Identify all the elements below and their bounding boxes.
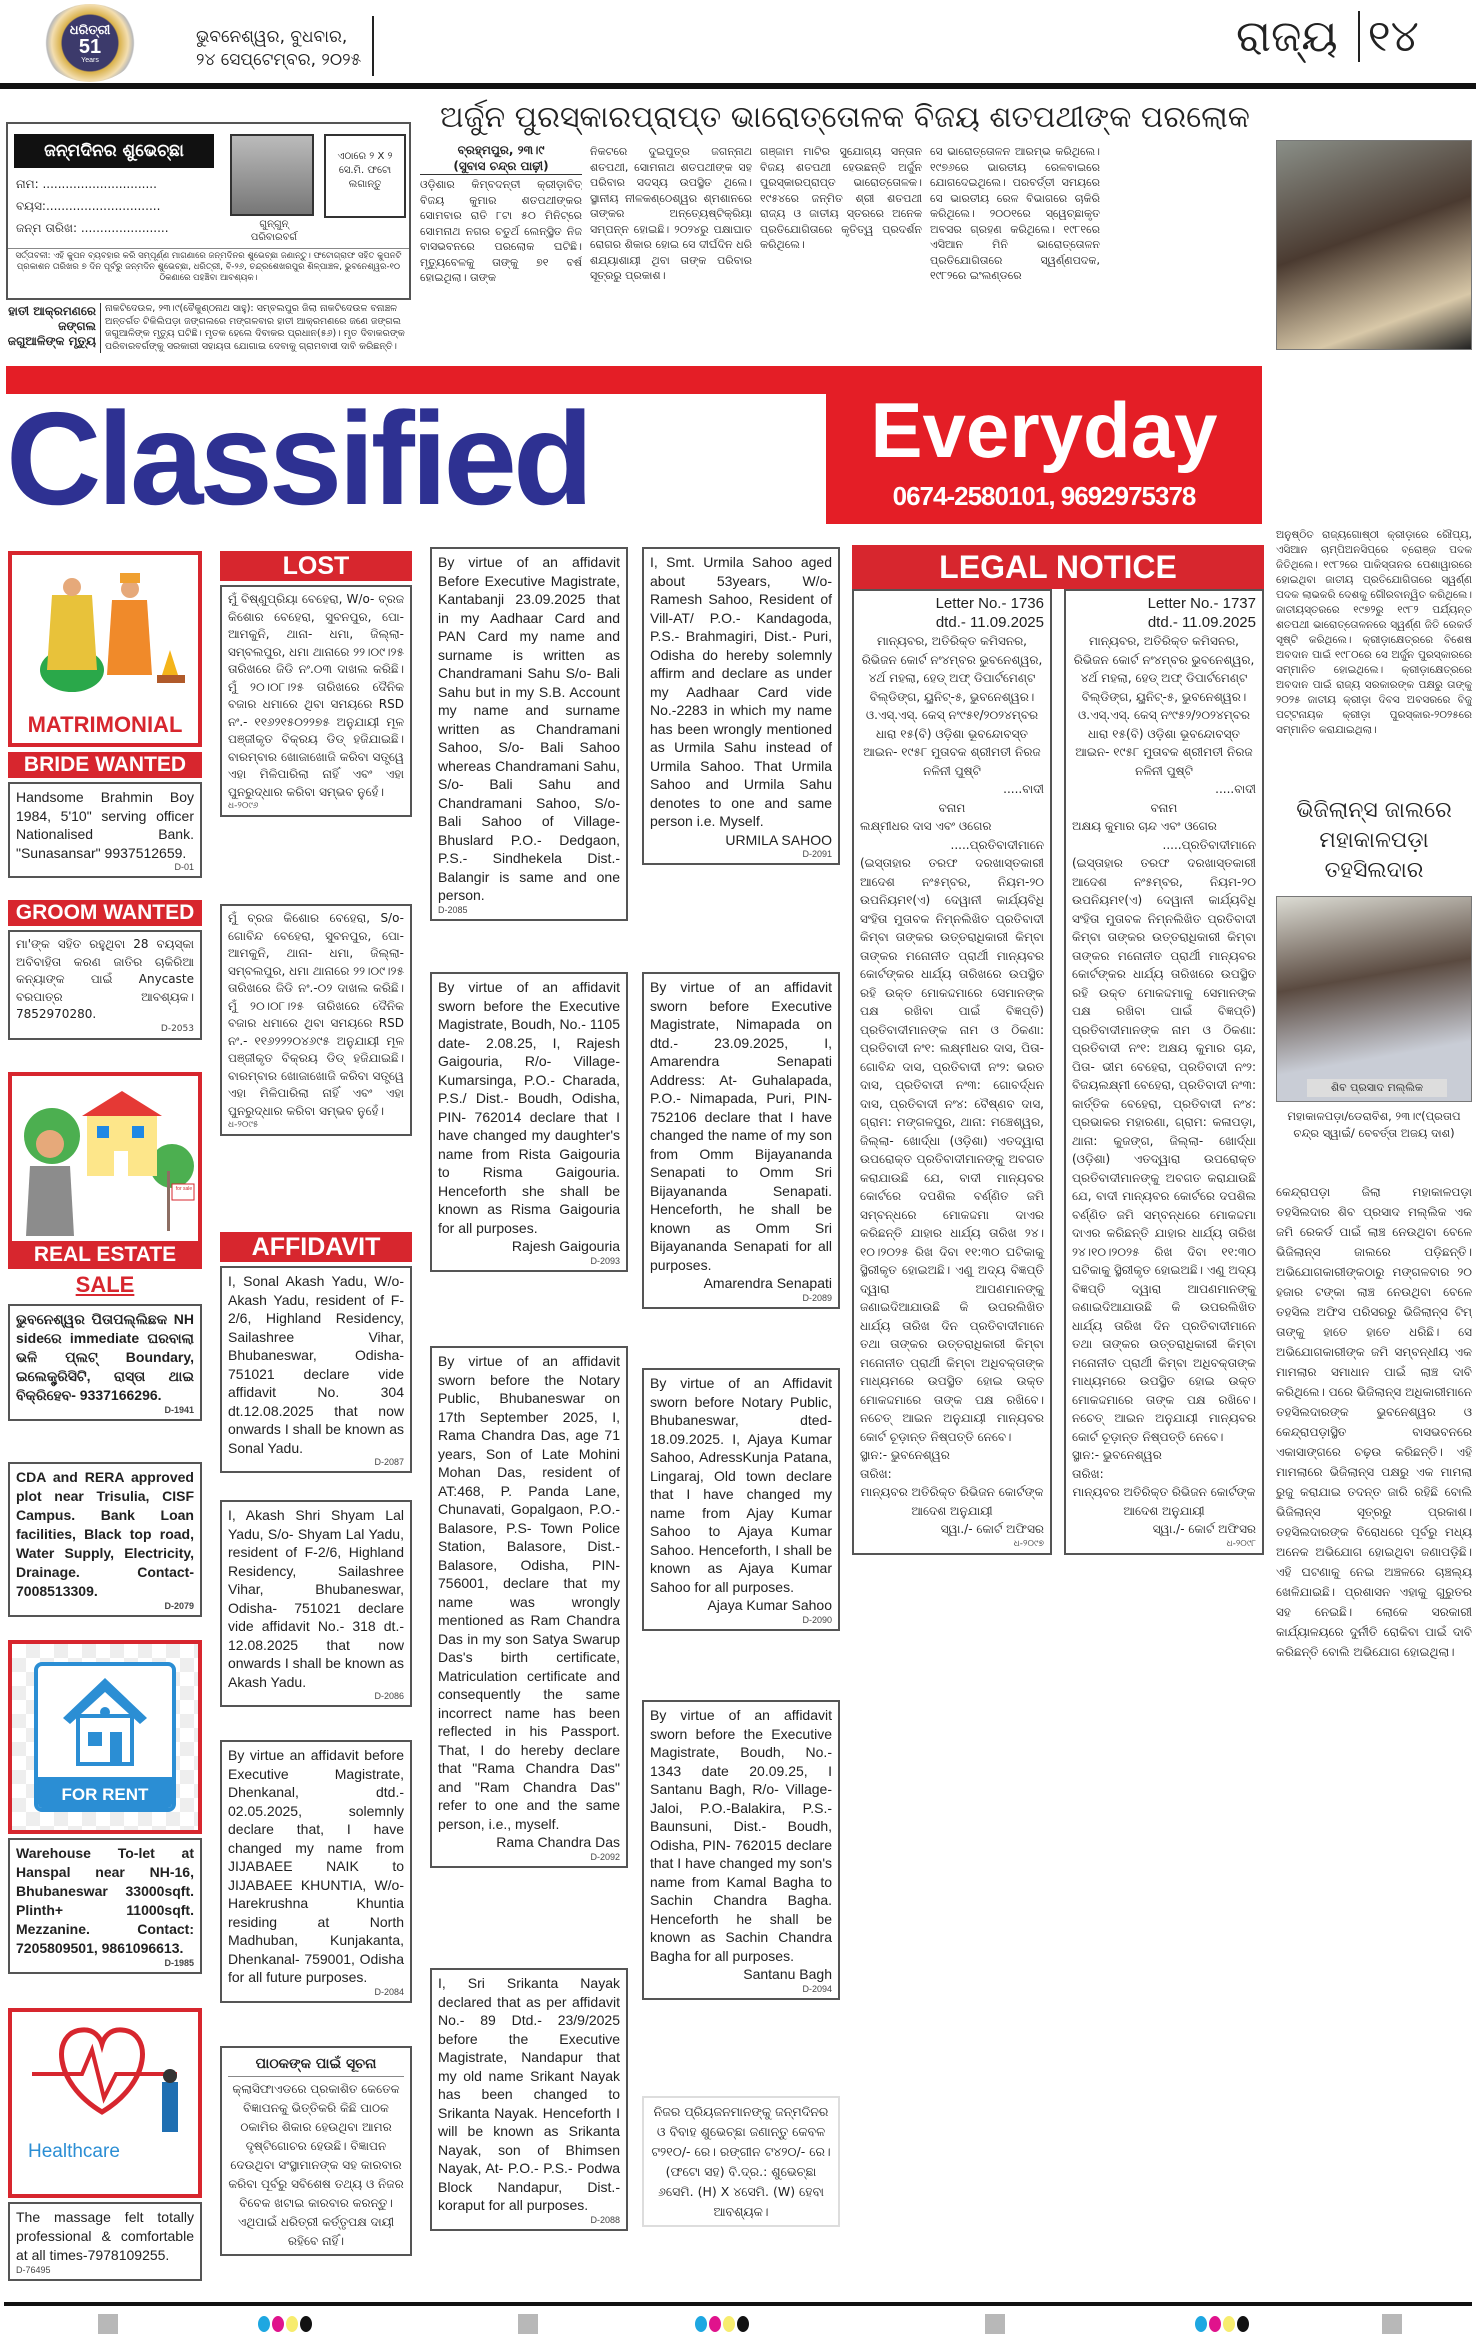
affidavit-ad-3 bbox=[220, 1740, 412, 2003]
story-col-5: ଅନୁଷ୍ଠିତ ରାଜ୍ୟଗୋଷ୍ଠୀ କ୍ରୀଡ଼ାରେ ରୌପ୍ୟ, ଏସିଆନ ଚାମ୍ପିଅନସିପ୍‌ରେ ବ୍ରୋଞ୍ଜ ପଦକ ଜିତିଥିଲେ। ୧୯୮୨ରେ ପାକିସ୍ତାନର ପେଶାୱାରରେ ହୋଇଥିବା ଜାତୀୟ ପ୍ରତିଯୋଗିତାରେ ସ୍ୱର୍ଣ୍ଣ ପଦକ ଲାଭକରି ଦେଶକୁ ଗୌରବାନ୍ୱିତ କରିଥିଲେ। ଜାତୀୟସ୍ତରରେ ୧୯୭୨ରୁ ୧୯୮୨ ପର୍ଯ୍ୟନ୍ତ ଶତପଥୀ ଭାରୋତ୍ତୋଳନରେ ସ୍ୱର୍ଣ୍ଣ ଜିତି ରେକର୍ଡ ସୃଷ୍ଟି କରିଥିଲେ। କ୍ରୀଡ଼ାକ୍ଷେତ୍ରରେ ବିଶେଷ ଅବଦାନ ପାଇଁ ୧୯୮୦ରେ ସେ ଅର୍ଜୁନ ପୁରସ୍କାରରେ ସମ୍ମାନିତ ହୋଇଥିଲେ। କ୍ରୀଡ଼ାକ୍ଷେତ୍ରରେ ଅବଦାନ ପାଇଁ ରାଜ୍ୟ ସରକାରଙ୍କ ପକ୍ଷରୁ ତାଙ୍କୁ ୨୦୨୫ ଜାତୀୟ କ୍ରୀଡ଼ା ଦିବସ ଅବସରରେ ବିଜୁ ପଟ୍ଟନାୟକ କ୍ରୀଡ଼ା ପୁରସ୍କାର-୨୦୨୫ରେ ସମ୍ମାନିତ କରାଯାଇଥିଲା। bbox=[1276, 529, 1472, 736]
ad-code: ଧ-୨୦୯୭ bbox=[1013, 1538, 1044, 1549]
matrimonial-ad bbox=[8, 551, 202, 747]
lost-header: LOST bbox=[220, 551, 412, 581]
affidavit-ad-santanu bbox=[642, 1700, 840, 2000]
ad-code: ଧ-୨୦୯୫ bbox=[228, 1120, 259, 1130]
ad-code: D-2084 bbox=[374, 1986, 404, 1997]
ad-text: ମୁଁ ବିଷ୍ଣୁପ୍ରିୟା ବେହେରା, W/o- ବ୍ରଜ କିଶୋର ବେହେରା, ସୁବନପୁର, ପୋ- ଆମକୁନି, ଥାନା- ଧମା, ଜିଲ୍ଲା- ସମ୍ବଲପୁର, ଧମା ଥାନାରେ ୨୨।୦୯।୨୫ ତାରିଖରେ ଜିଡି ନଂ.୦୩ ଦାଖଲ କରିଛି। ମୁଁ ୨୦।୦୮।୨୫ ତାରିଖରେ ଦୈନିକ ବଜାର ଧମାରେ ଥିବା ସମୟରେ RSD ନଂ.- ୧୧୬୨୧୫୦୨୨୭୫ ଅନୁଯାୟୀ ମୂଳ ପଞ୍ଜୀକୃତ ବିକ୍ରୟ ଡିଡ୍ ହଜିଯାଇଛି। ବାରମ୍ବାର ଖୋଜାଖୋଜି କରିବା ସତ୍ତ୍ୱେ ଏହା ମିଳିପାରିଲା ନାହିଁ ଏବଂ ଏହା ପୁନରୁଦ୍ଧାର କରିବା ସମ୍ଭବ ନୁହେଁ। bbox=[228, 592, 404, 799]
notice-order: ମାନ୍ୟବର ଅତିରିକ୍ତ ରିଭିଜନ କୋର୍ଟଙ୍କ ଆଦେଶ ଅନୁଯାୟୀ bbox=[860, 1485, 1044, 1518]
letter-date: dtd.- 11.09.2025 bbox=[935, 613, 1044, 631]
registration-mark bbox=[1382, 2314, 1402, 2334]
caption-family: ପରିବାରବର୍ଗ bbox=[250, 232, 298, 243]
ad-code: D-2053 bbox=[160, 1023, 194, 1034]
banner-everyday bbox=[826, 384, 1262, 524]
for-rent-label: FOR RENT bbox=[38, 1777, 172, 1812]
lost-ad-1 bbox=[220, 585, 412, 817]
coupon-terms: ସର୍ତ୍ତାବଳୀ: ଏହି କୁପନ ବ୍ୟବହାର କରି ସମ୍ପୂର୍ଣ୍ଣ ମାଗଣାରେ ଜନ୍ମଦିନର ଶୁଭେଚ୍ଛା ଜଣାନ୍ତୁ। ଫଟୋଗ୍ରାଫ ସହିତ କୁପନଟି ପ୍ରକାଶନ ତାରିଖର ୭ ଦିନ ପୂର୍ବରୁ ଜନ୍ମଦିନ ଶୁଭେଚ୍ଛା, ଧରିତ୍ରୀ, ବି-୨୬, ଚନ୍ଦ୍ରଶେଖରପୁର ଶିଳ୍ପାଞ୍ଚଳ, ଭୁବନେଶ୍ୱର-୧୦ ଠିକଣାରେ ପହଞ୍ଚିବା ଆବଶ୍ୟକ। bbox=[8, 248, 409, 286]
logo-years-label: Years bbox=[81, 56, 99, 64]
ad-text: I, Smt. Urmila Sahoo aged about 53years, W/o- Ramesh Sahoo, Resident of Vill-AT/ P.O.- Kandagoda, P.S.- Brahmagiri, Dist.- Puri, Odisha do hereby solemnly affirm and declare as under my Aadhaar Card vide No.-2283 in which my name has been wrongly mentioned as Urmila Sahu instead of Urmila Sahoo. That Urmila Sahoo and Urmila Sahu denotes to one and same person i.e. Myself. bbox=[650, 554, 832, 829]
ad-code: D-2079 bbox=[164, 1601, 194, 1611]
ad-code: D-1985 bbox=[164, 1958, 194, 1968]
for-rent-sign bbox=[34, 1662, 176, 1812]
banner-phones: 0674-2580101, 9692975378 bbox=[892, 481, 1196, 511]
dateline bbox=[196, 26, 361, 72]
registration-mark bbox=[518, 2314, 538, 2334]
notice-signature: ସ୍ୱା./- କୋର୍ଟ ଅଫିସର bbox=[1152, 1522, 1256, 1536]
sale-label: SALE bbox=[75, 1272, 135, 1297]
ad-text: By virtue of an affidavit sworn before the Executive Magistrate, Boudh, No.- 1105 date- 2.08.25, I, Rajesh Gaigouria, R/o- Village- Kumarsinga, P.O.- Charada, P.S./ Dist.- Boudh, Odisha, PIN- 762014 declare that I have changed my daughter's name from Rista Gaigouria to Risma Gaigouria. Henceforth she shall be known as Risma Gaigouria for all purposes. bbox=[438, 979, 620, 1236]
affidavit-ad-urmila bbox=[642, 547, 840, 865]
real-estate-ad-1 bbox=[8, 1304, 202, 1421]
ad-text: ମା'ଙ୍କ ସହିତ ରହୁଥିବା 28 ବୟସ୍କା ଅବିବାହିତା କରଣ ଜାତିର ଚାକିରିଆ କନ୍ୟାଙ୍କ ପାଇଁ Anycaste ବରପାତ୍ର ଆବଶ୍ୟକ। 7852970280. bbox=[16, 937, 194, 1021]
notice-body: (ଇସ୍ତାହାର ତରଫ ଦରଖାସ୍ତକାରୀ ଆଦେଶ ନଂ୫ମ୍ବର, ନିୟମ-୨୦ ଉପନିୟମ୧(ଏ) ଦେୱାନୀ କାର୍ଯ୍ୟବିଧି ସଂହିତା ମୁତାବକ ନିମ୍ନଲିଖିତ ପ୍ରତିବାଦୀ କିମ୍ବା ତାଙ୍କର ଉତ୍ତରାଧିକାରୀ କିମ୍ବା ତାଙ୍କର ମନୋନୀତ ପ୍ରାର୍ଥୀ ମାନ୍ୟବର କୋର୍ଟଙ୍କର ଧାର୍ଯ୍ୟ ତାରିଖରେ ଉପସ୍ଥିତ ରହି ଉକ୍ତ ମୋକଦ୍ଦମାକୁ ସେମାନଙ୍କ ପକ୍ଷ ରଖିବା ପାଇଁ ବିଜ୍ଞପ୍ତି) ପ୍ରତିବାଦୀମାନଙ୍କ ନାମ ଓ ଠିକଣା: ପ୍ରତିବାଦୀ ନଂ୧: ଅକ୍ଷୟ କୁମାର ଚାନ୍ଦ, ପିତା- ଭୀମ ବେହେରା, ପ୍ରତିବାଦୀ ନଂ୨: ବିଜୟଲକ୍ଷ୍ମୀ ବେହେରା, ପ୍ରତିବାଦୀ ନଂ୩: କାର୍ତ୍ତିକ ବେହେରା, ପ୍ରତିବାଦୀ ନଂ୪: ପ୍ରଭାକର ମହାରଣା, ଗ୍ରାମ: କଳାପଡ଼ା, ଥାନା: କୁଜଙ୍ଗ, ଜିଲ୍ଲା- ଖୋର୍ଦ୍ଧା (ଓଡ଼ିଶା) ଏତଦ୍ୱାରା ଉପରୋକ୍ତ ପ୍ରତିବାଦୀମାନଙ୍କୁ ଅବଗତ କରାଯାଉଛି ଯେ, ବାଦୀ ମାନ୍ୟବର କୋର୍ଟରେ ଦପଶିଲ ବର୍ଣ୍ଣିତ ଜମି ସମ୍ବନ୍ଧରେ ମୋକଦ୍ଦମା ଦାଏର କରିଛନ୍ତି ଯାହାର ଧାର୍ଯ୍ୟ ତାରିଖ ୨୪।୧୦।୨୦୨୫ ରିଖ ଦିବା ୧୧:୩୦ ଘଟିକାକୁ ସ୍ଥିରୀକୃତ ହୋଇଅଛି। ଏଣୁ ଅଦ୍ୟ ବିଜ୍ଞପ୍ତି ଦ୍ୱାରା ଆପଣମାନଙ୍କୁ ଜଣାଇଦିଆଯାଉଛି କି ଉପରଲିଖିତ ଧାର୍ଯ୍ୟ ତାରିଖ ଦିନ ପ୍ରତିବାଦୀମାନେ ତଥା ତାଙ୍କର ଉତ୍ତରାଧିକାରୀ କିମ୍ବା ମନୋନୀତ ପ୍ରାର୍ଥୀ କିମ୍ବା ଅଧିବକ୍ତାଙ୍କ ମାଧ୍ୟମରେ ଉପସ୍ଥିତ ହୋଇ ଉକ୍ତ ମୋକଦ୍ଦମାରେ ତାଙ୍କ ପକ୍ଷ ରଖିବେ। ନଚେତ୍ ଆଇନ ଅନୁଯାୟୀ ମାନ୍ୟବର କୋର୍ଟ ଚୂଡ଼ାନ୍ତ ନିଷ୍ପତ୍ତି ନେବେ। bbox=[1072, 856, 1256, 1444]
ad-signature: Santanu Bagh bbox=[743, 1966, 832, 1982]
cmyk-registration bbox=[1195, 2316, 1249, 2332]
affidavit-ad-rama bbox=[430, 1346, 628, 1868]
greetings-promo: ନିଜର ପ୍ରିୟଜନମାନଙ୍କୁ ଜନ୍ମଦିନର ଓ ବିବାହ ଶୁଭେଚ୍ଛା ଜଣାନ୍ତୁ କେବଳ ଟ୨୧୦/- ରେ। ରଙ୍ଗୀନ ଟ୪୨୦/- ରେ। (ଫଟୋ ସହ) ବି.ଦ୍ର.: ଶୁଭେଚ୍ଛା ୬ସେମି. (H) X ୪ସେମି. (W) ହେବା ଆବଶ୍ୟକ। bbox=[642, 2096, 840, 2227]
ad-text: By virtue an affidavit before Executive Magistrate, Dhenkanal, dtd.- 02.05.2025, solemnly declare that, I have changed my name from JIJABAEE NAIK to JIJABAEE KHUNTIA, W/o- Harekrushna Khuntia residing at North Madhuban, Kunjakanta, Dhenkanal- 759001, Odisha for all future purposes. bbox=[228, 1747, 404, 1985]
photo-placeholder: ଏଠାରେ ୨ X ୨ ସେ.ମି. ଫଟୋ ଲଗାନ୍ତୁ bbox=[324, 134, 406, 218]
notice-place: ସ୍ଥାନ:- ଭୁବନେଶ୍ୱର bbox=[1072, 1448, 1162, 1462]
bride-wanted-header: BRIDE WANTED bbox=[8, 752, 202, 778]
ad-text: I, Sri Srikanta Nayak declared that as per affidavit No.- 89 Dtd.- 23/9/2025 before the Executive Magistrate, Nandapur that my old name Srikant Nayak has been changed to Srikanta Nayak. Henceforth I will be known as Srikanta Nayak, son of Bhimsen Nayak, At- P.O.- P.S.- Podwa Block Nandapur, Dist.- koraput for all purposes. bbox=[438, 1975, 620, 2213]
page-number: ୧୪ bbox=[1358, 11, 1419, 62]
notice-signature: ସ୍ୱା./- କୋର୍ଟ ଅଫିସର bbox=[940, 1522, 1044, 1536]
ad-code: D-2089 bbox=[802, 1292, 832, 1303]
registration-mark bbox=[98, 2314, 118, 2334]
real-estate-ad bbox=[8, 1072, 202, 1268]
notice-order: ମାନ୍ୟବର ଅତିରିକ୍ତ ରିଭିଜନ କୋର୍ଟଙ୍କ ଆଦେଶ ଅନୁଯାୟୀ bbox=[1072, 1485, 1256, 1518]
house-icon bbox=[38, 1666, 172, 1772]
groom-wanted-header: GROOM WANTED bbox=[8, 900, 202, 926]
ad-code: ଧ-୨୦୯୮ bbox=[1226, 1538, 1256, 1549]
banner-classified: Classified bbox=[6, 394, 590, 524]
versus-label: ବନାମ bbox=[938, 800, 966, 815]
byline-author: (ସୁବାସ ଚନ୍ଦ୍ର ପାଢ଼ୀ) bbox=[420, 158, 582, 175]
court-address: ମାନ୍ୟବର, ଅତିରିକ୍ତ କମିସନର, ରିଭିଜନ କୋର୍ଟ ନଂ୪ମ୍ବର ଭୁବନେଶ୍ୱର, ୪ର୍ଥ ମହଲା, ହେଡ୍ ଅଫ୍ ଡିପାର୍ଟମେଣ୍ଟ ବିଲ୍ଡିଙ୍ଗ, ୟୁନିଟ୍-୫, ଭୁବନେଶ୍ୱର। ଓ.ଏସ୍.ଏସ୍. କେସ୍ ନଂ୯୫୨/୨୦୨୪ମ୍ବର ଧାରା ୧୫(ବି) ଓଡ଼ିଶା ଭୂବନ୍ଦୋବସ୍ତ ଆଇନ- ୧୯୫୮ ମୁତାବକ ଶ୍ରୀମତୀ ନିରଜ ନଳିନୀ ପୁଷ୍ଟି bbox=[1073, 634, 1255, 778]
ad-code: D-2093 bbox=[590, 1255, 620, 1266]
defendants-label: .....ପ୍ରତିବାଦୀମାନେ bbox=[950, 837, 1044, 852]
ad-code: D-01 bbox=[174, 862, 194, 872]
brief-body: ନାକଟିଦେଉଳ, ୨୩।୯(ବୈକୁଣ୍ଠନାଥ ସାହୁ): ସମ୍ବଲପୁର ଜିଲା ନାକଟିଦେଉଳ ବନାଞ୍ଚଳ ଅନ୍ତର୍ଗତ ଟିକିଲିପଡ଼ା ଜଙ୍ଗଲରେ ମଙ୍ଗଳବାର ହାତୀ ଆକ୍ରମଣରେ ଜଣେ ଜଙ୍ଗଲ ଜଗୁଆଳିଙ୍କ ମୃତ୍ୟୁ ଘଟିଛି। ମୃତକ ହେଲେ ଦିବାକର ପ୍ରଧାନ(୫୬)। ମୃତ ଦିବାକରଙ୍କ ପରିବାରବର୍ଗଙ୍କୁ ସରକାରୀ ସହାୟତା ଯୋଗାଇ ଦେବାକୁ ଗ୍ରାମବାସୀ ଦାବି କରିଛନ୍ତି। bbox=[100, 303, 413, 353]
ad-text: The massage felt totally professional & comfortable at all times-7978109255. bbox=[16, 2209, 194, 2263]
reader-notice-title: ପାଠକଙ୍କ ପାଇଁ ସୂଚନା bbox=[228, 2052, 404, 2077]
legal-notice-2 bbox=[1064, 589, 1264, 1555]
footer-rule bbox=[4, 2302, 1472, 2306]
coupon-title: ଜନ୍ମଦିନର ଶୁଭେଚ୍ଛା bbox=[14, 134, 214, 168]
bride-wanted-ad bbox=[8, 782, 202, 878]
ad-code: D-1941 bbox=[164, 1405, 194, 1415]
registration-mark bbox=[985, 2314, 1005, 2334]
lost-ad-2 bbox=[220, 904, 412, 1136]
notice-place: ସ୍ଥାନ:- ଭୁବନେଶ୍ୱର bbox=[860, 1448, 950, 1462]
reader-notice bbox=[220, 2046, 412, 2256]
affidavit-ad-amarendra bbox=[642, 972, 840, 1309]
defendant-name: ଲକ୍ଷ୍ମୀଧର ଦାସ ଏବଂ ଓଗେର bbox=[860, 819, 992, 833]
house-for-sale-icon bbox=[12, 1076, 198, 1236]
healthcare-ad bbox=[8, 2008, 202, 2198]
cmyk-registration bbox=[258, 2316, 312, 2332]
age-field: ବୟସ:.............................. bbox=[16, 199, 161, 213]
defendant-name: ଅକ୍ଷୟ କୁମାର ଚାନ୍ଦ ଏବଂ ଓଗେର bbox=[1072, 819, 1217, 833]
child-photo bbox=[230, 134, 314, 216]
notice-date: ତାରିଖ: bbox=[860, 1466, 892, 1481]
ad-text: By virtue of an affidavit Before Executive Magistrate, Kantabanji 23.09.2025 that in my Aadhaar Card and PAN Card my name and surname is written as Chandramani Sahu S/o- Bali Sahu but in my S.B. Account my name and surname written as Chandramani Sahoo, S/o- Bali Sahoo whereas Chandramani Sahu, S/o- Bali Sahu and Chandramani Sahoo, S/o- Bali Sahoo of Village-Bhuslard P.O.- Dedgaon, P.S.- Sindhekela Dist.-Balangir is same and one person. bbox=[438, 554, 620, 903]
legal-notice-header: LEGAL NOTICE bbox=[852, 545, 1264, 589]
letter-date: dtd.- 11.09.2025 bbox=[1147, 613, 1256, 631]
affidavit-ad-1 bbox=[220, 1266, 412, 1473]
sign-text: for sale bbox=[175, 1186, 193, 1192]
ad-code: ଧ-୨୦୯୬ bbox=[228, 801, 259, 811]
ad-text: By virtue of an Affidavit sworn before Notary Public, Bhubaneswar, dted- 18.09.2025. I, Ajaya Kumar Sahoo, AdressKunja Patana, Lingaraj, Old town declare that I have changed my name from Ajay Kumar Sahoo to Ajaya Kumar Sahoo. Henceforth, I shall be known as Ajaya Kumar Sahoo for all purposes. bbox=[650, 1375, 832, 1595]
dob-field: ଜନ୍ମ ତାରିଖ: ....................... bbox=[16, 221, 169, 235]
ad-text: I, Akash Shri Shyam Lal Yadu, S/o- Shyam Lal Yadu, resident of F-2/6, Highland Residency, Sailashree Vihar, Bhubaneswar, Odisha- 751021 declare vide affidavit No.- 318 dt.- 12.08.2025 that now onwards I shall be known as Akash Yadu. bbox=[228, 1507, 404, 1690]
letter-number: Letter No.- 1736 bbox=[935, 595, 1044, 612]
ad-code: D-2094 bbox=[802, 1983, 832, 1994]
brief-headline: ହାତୀ ଆକ୍ରମଣରେ ଜଙ୍ଗଲ ଜଗୁଆଳିଙ୍କ ମୃତ୍ୟୁ bbox=[7, 304, 96, 348]
for-rent-ad bbox=[8, 1640, 202, 1834]
healthcare-label: Healthcare bbox=[28, 2141, 120, 2162]
ad-code: D-2091 bbox=[802, 849, 832, 859]
ad-signature: Rajesh Gaigouria bbox=[511, 1238, 620, 1254]
legal-notice-1 bbox=[852, 589, 1052, 1555]
heartbeat-icon bbox=[12, 2012, 198, 2132]
weightlifter-photo bbox=[1276, 140, 1472, 350]
affidavit-header: AFFIDAVIT bbox=[220, 1232, 412, 1262]
notice-date: ତାରିଖ: bbox=[1072, 1466, 1104, 1481]
ad-code: D-2092 bbox=[590, 1851, 620, 1862]
defendants-label: .....ପ୍ରତିବାଦୀମାନେ bbox=[1162, 837, 1256, 852]
letter-number: Letter No.- 1737 bbox=[1147, 595, 1256, 612]
healthcare-ad-text bbox=[8, 2202, 202, 2281]
caption-name: ଗୁନ୍‌ଗୁନ୍ bbox=[259, 219, 289, 230]
affidavit-ad-chandramani bbox=[430, 547, 628, 921]
ad-text: I, Sonal Akash Yadu, W/o- Akash Yadu, resident of F-2/6, Highland Residency, Sailashree Vihar, Bhubaneswar, Odisha-751021 declare vide affidavit No. 304 dt.12.08.2025 that now onwards I shall be known as Sonal Yadu. bbox=[228, 1273, 404, 1456]
court-address: ମାନ୍ୟବର, ଅତିରିକ୍ତ କମିସନର, ରିଭିଜନ କୋର୍ଟ ନଂ୪ମ୍ବର ଭୁବନେଶ୍ୱର, ୪ର୍ଥ ମହଲା, ହେଡ୍ ଅଫ୍ ଡିପାର୍ଟମେଣ୍ଟ ବିଲ୍ଡିଙ୍ଗ, ୟୁନିଟ୍-୫, ଭୁବନେଶ୍ୱର। ଓ.ଏସ୍.ଏସ୍. କେସ୍ ନଂ୯୫୧/୨୦୨୪ମ୍ବର ଧାରା ୧୫(ବି) ଓଡ଼ିଶା ଭୂବନ୍ଦୋବସ୍ତ ଆଇନ- ୧୯୫୮ ମୁତାବକ ଶ୍ରୀମତୀ ନିରଜ ନଳିନୀ ପୁଷ୍ଟି bbox=[861, 634, 1043, 778]
real-estate-label: REAL ESTATE bbox=[8, 1241, 202, 1269]
ad-signature: Ajaya Kumar Sahoo bbox=[707, 1597, 832, 1613]
story-col-1 bbox=[420, 142, 582, 364]
plaintiff-label: .....ବାଦୀ bbox=[1215, 782, 1256, 796]
ad-code: D-2090 bbox=[802, 1614, 832, 1625]
ad-code: D-2088 bbox=[590, 2214, 620, 2225]
dateline-line2: ୨୪ ସେପ୍ଟେମ୍ବର, ୨୦୨୫ bbox=[196, 50, 362, 70]
photo-caption bbox=[222, 218, 326, 244]
ad-text: ମୁଁ ବ୍ରଜ କିଶୋର ବେହେରା, S/o- ଗୋବିନ୍ଦ ବେହେରା, ସୁବନପୁର, ପୋ- ଆମକୁନି, ଥାନା- ଧମା, ଜିଲ୍ଲା- ସମ୍ବଲପୁର, ଧମା ଥାନାରେ ୨୨।୦୯।୨୫ ତାରିଖରେ ଜିଡି ନଂ.-୦୨ ଦାଖଲ କରିଛି। ମୁଁ ୨୦।୦୮।୨୫ ତାରିଖରେ ଦୈନିକ ବଜାର ଧମାରେ ଥିବା ସମୟରେ RSD ନଂ.- ୧୧୬୨୨୨୦୪୬୯୫ ଅନୁଯାୟୀ ମୂଳ ପଞ୍ଜୀକୃତ ବିକ୍ରୟ ଡିଡ୍ ହଜିଯାଇଛି। ବାରମ୍ବାର ଖୋଜାଖୋଜି କରିବା ସତ୍ତ୍ୱେ ଏହା ମିଳିପାରିଲା ନାହିଁ ଏବଂ ଏହା ପୁନରୁଦ୍ଧାର କରିବା ସମ୍ଭବ ନୁହେଁ। bbox=[228, 911, 404, 1118]
ad-signature: Rama Chandra Das bbox=[496, 1834, 620, 1850]
matrimonial-label: MATRIMONIAL bbox=[27, 712, 183, 737]
ad-text: CDA and RERA approved plot near Trisulia, CISF Campus. Bank Loan facilities, Black top road, Water Supply, Electricity, Drainage. Contact- 7008513309. bbox=[16, 1469, 194, 1599]
ad-text: ଭୁବନେଶ୍ୱର ପିତାପଲ୍ଲିଛକ NH sideରେ immediate ଘରବାଲା ଭଳି ପ୍ଲଟ୍ Boundary, ଇଲେକ୍ଟ୍ରିସିଟି, ରାସ୍ତା ଥାଇ ବିକ୍ରିହେବ- 9337166296. bbox=[16, 1311, 194, 1403]
ad-text: By virtue of an affidavit sworn before Executive Magistrate, Nimapada on dtd.- 23.09.2025, I, Amarendra Senapati Address: At- Guhalapada, P.O.- Nimapada, Puri, PIN- 752106 declare that I have changed the name of my son from Omm Bijayananda Senapati to Omm Sri Bijayananda Senapati. Henceforth, he shall be known as Omm Sri Bijayananda Senapati for all purposes. bbox=[650, 979, 832, 1273]
photo-caption: ଶିବ ପ୍ରସାଦ ମଲ୍ଲିକ bbox=[1307, 1079, 1447, 1097]
main-headline: ଅର୍ଜୁନ ପୁରସ୍କାରପ୍ରାପ୍ତ ଭାରୋତ୍ତୋଳକ ବିଜୟ ଶତପଥୀଙ୍କ ପରଲୋକ bbox=[440, 100, 1250, 135]
groom-wanted-ad bbox=[8, 930, 202, 1040]
story-text-1: ଓଡ଼ିଶାର କିମ୍ବଦନ୍ତୀ କ୍ରୀଡ଼ାବିତ୍ ବିଜୟ କୁମାର ଶତପଥୀଙ୍କର ସୋମବାର ରାତି ୮ଟା ୫୦ ମିନିଟ୍‌ରେ ସୋମନାଥ ନଗର ଚତୁର୍ଥ ଲେନ୍‌ସ୍ଥିତ ନିଜ ବାସଭବନରେ ପରଲୋକ ଘଟିଛି। ମୃତ୍ୟୁବେଳକୁ ତାଙ୍କୁ ୭୧ ବର୍ଷ ହୋଇଥିଲା। ତାଙ୍କ bbox=[420, 178, 582, 284]
section-label bbox=[1236, 2, 1419, 72]
story-col-3: ଗଞ୍ଜାମ ମାଟିର ସୁଯୋଗ୍ୟ ସନ୍ତାନ ବିଜୟ ଶତପଥୀ ହେଉଛନ୍ତି ଅର୍ଜୁନ ପୁରସ୍କାରପ୍ରାପ୍ତ ଭାରୋତ୍ତୋଳକ। ୧୯୫୪ରେ ଜନ୍ମିତ ଶ୍ରୀ ଶତପଥୀ ରାଜ୍ୟ ଓ ଜାତୀୟ ସ୍ତରରେ ଅନେକ ପ୍ରତିଯୋଗିତାରେ କୃତିତ୍ୱ ପ୍ରଦର୍ଶନ କରିଥିଲେ। bbox=[760, 145, 922, 251]
vigilance-byline: ମହାକାଳପଡ଼ା/ଡେରାବିଶ, ୨୩।୯(ପ୍ରତାପ ଚନ୍ଦ୍ର ସ୍ୱାଇଁ/ ବେବର୍ତ୍ତା ଅଜୟ ଦାଶ) bbox=[1287, 1109, 1461, 1140]
versus-label: ବନାମ bbox=[1150, 800, 1178, 815]
ad-signature: Amarendra Senapati bbox=[703, 1275, 832, 1291]
name-field: ନାମ: .............................. bbox=[16, 177, 157, 191]
affidavit-ad-ajaya bbox=[642, 1368, 840, 1631]
ad-text: By virtue of an affidavit sworn before the Executive Magistrate, Boudh, No.- 1343 date 20.09.25, I Santanu Bagh, R/o- Village- Jaloi, P.O.-Balakira, P.S.- Baunsuni, Dist.- Boudh, Odisha, PIN- 762015 declare that I have changed my son's name from Kamal Bagha to Sachin Chandra Bagha. Henceforth he shall be known as Sachin Chandra Bagha for all purposes. bbox=[650, 1707, 832, 1964]
notice-body: (ଇସ୍ତାହାର ତରଫ ଦରଖାସ୍ତକାରୀ ଆଦେଶ ନଂ୫ମ୍ବର, ନିୟମ-୨୦ ଉପନିୟମ୧(ଏ) ଦେୱାନୀ କାର୍ଯ୍ୟବିଧି ସଂହିତା ମୁତାବକ ନିମ୍ନଲିଖିତ ପ୍ରତିବାଦୀ କିମ୍ବା ତାଙ୍କର ଉତ୍ତରାଧିକାରୀ କିମ୍ବା ତାଙ୍କର ମନୋନୀତ ପ୍ରାର୍ଥୀ ମାନ୍ୟବର କୋର୍ଟଙ୍କର ଧାର୍ଯ୍ୟ ତାରିଖରେ ଉପସ୍ଥିତ ରହି ଉକ୍ତ ମୋକଦ୍ଦମାରେ ସେମାନଙ୍କ ପକ୍ଷ ରଖିବା ପାଇଁ ବିଜ୍ଞପ୍ତି) ପ୍ରତିବାଦୀମାନଙ୍କ ନାମ ଓ ଠିକଣା: ପ୍ରତିବାଦୀ ନଂ୧: ଲକ୍ଷ୍ମୀଧର ଦାସ, ପିତା- ଗୋବିନ୍ଦ ଦାସ, ପ୍ରତିବାଦୀ ନଂ୨: ଭରତ ଦାସ, ପ୍ରତିବାଦୀ ନଂ୩: ଗୋବର୍ଦ୍ଧନ ଦାସ, ପ୍ରତିବାଦୀ ନଂ୪: ବୈଷ୍ଣବ ଦାସ, ଗ୍ରାମ: ମଙ୍ଗଳପୁର, ଥାନା: ମଞ୍ଚେଶ୍ୱର, ଜିଲ୍ଲା- ଖୋର୍ଦ୍ଧା (ଓଡ଼ିଶା) ଏତଦ୍ୱାରା ଉପରୋକ୍ତ ପ୍ରତିବାଦୀମାନଙ୍କୁ ଅବଗତ କରାଯାଉଛି ଯେ, ବାଦୀ ମାନ୍ୟବର କୋର୍ଟରେ ଦପଶିଲ ବର୍ଣ୍ଣିତ ଜମି ସମ୍ବନ୍ଧରେ ମୋକଦ୍ଦମା ଦାଏର କରିଛନ୍ତି ଯାହାର ଧାର୍ଯ୍ୟ ତାରିଖ ୨୪।୧୦।୨୦୨୫ ରିଖ ଦିବା ୧୧:୩୦ ଘଟିକାକୁ ସ୍ଥିରୀକୃତ ହୋଇଅଛି। ଏଣୁ ଅଦ୍ୟ ବିଜ୍ଞପ୍ତି ଦ୍ୱାରା ଆପଣମାନଙ୍କୁ ଜଣାଇଦିଆଯାଉଛି କି ଉପରଲିଖିତ ଧାର୍ଯ୍ୟ ତାରିଖ ଦିନ ପ୍ରତିବାଦୀମାନେ ତଥା ତାଙ୍କର ଉତ୍ତରାଧିକାରୀ କିମ୍ବା ମନୋନୀତ ପ୍ରାର୍ଥୀ କିମ୍ବା ଅଧିବକ୍ତାଙ୍କ ମାଧ୍ୟମରେ ଉପସ୍ଥିତ ହୋଇ ଉକ୍ତ ମୋକଦ୍ଦମାରେ ତାଙ୍କ ପକ୍ଷ ରଖିବେ। ନଚେତ୍ ଆଇନ ଅନୁଯାୟୀ ମାନ୍ୟବର କୋର୍ଟ ଚୂଡ଼ାନ୍ତ ନିଷ୍ପତ୍ତି ନେବେ। bbox=[860, 856, 1044, 1444]
affidavit-ad-2 bbox=[220, 1500, 412, 1707]
byline-place: ବ୍ରହ୍ମପୁର, ୨୩।୯ bbox=[457, 143, 545, 157]
masthead-rule bbox=[0, 83, 1476, 89]
for-rent-ad-text bbox=[8, 1838, 202, 1974]
real-estate-ad-2 bbox=[8, 1462, 202, 1617]
tahasildar-photo bbox=[1276, 896, 1472, 1102]
ad-code: D-2086 bbox=[374, 1691, 404, 1701]
logo-name: ଧରିତ୍ରୀ bbox=[69, 21, 111, 37]
masthead bbox=[0, 0, 1476, 90]
ad-signature: URMILA SAHOO bbox=[725, 831, 832, 848]
ad-text: Warehouse To-let at Hanspal near NH-16, Bhubaneswar 33000sqft. Plinth+ 11000sqft. Mezzanine. Contact: 7205809501, 9861096613. bbox=[16, 1845, 194, 1956]
logo-years: 51 bbox=[78, 35, 102, 58]
affidavit-ad-srikanta bbox=[430, 1968, 628, 2231]
banner-everyday-text: Everyday bbox=[870, 386, 1218, 474]
ad-code: D-2085 bbox=[438, 904, 468, 915]
ad-text: By virtue of an affidavit sworn before the Notary Public, Bhubaneswar on 17th September 2025, I, Rama Chandra Das, age 71 years, Son of Late Mohini Mohan Das, resident of AT:468, P. Panda Lane, Chunavati, Gopalgaon, P.O.- Balasore, P.S- Town Police Station, Balasore, Dist.- Balasore, Odisha, PIN-756001, declare that my name was wrongly mentioned as Ram Chandra Das in my son Satya Swarup Das's birth certificate, Matriculation certificate and consequently the same incorrect name has been reflected in his Passport. That, I do hereby declare that "Rama Chandra Das" and "Ram Chandra Das" refer to one and the same person, i.e., myself. bbox=[438, 1353, 620, 1832]
birthday-coupon bbox=[6, 122, 411, 300]
ad-text: Handsome Brahmin Boy 1984, 5'10" serving officer Nationalised Bank. "Sunasansar" 9937512659. bbox=[16, 789, 194, 861]
vigilance-body: କେନ୍ଦ୍ରାପଡ଼ା ଜିଲା ମହାକାଳପଡ଼ା ତହସିଲଦାର ଶିବ ପ୍ରସାଦ ମଲ୍ଲିକ ଏକ ଜମି ରେକର୍ଡ ପାଇଁ ଲାଞ୍ଚ ନେଉଥିବା ବେଳେ ଭିଜିଲାନ୍ସ ଜାଲରେ ପଡ଼ିଛନ୍ତି। ଅଭିଯୋଗକାରୀଙ୍କଠାରୁ ମଙ୍ଗଳବାର ୨୦ ହଜାର ଟଙ୍କା ଲାଞ୍ଚ ନେଉଥିବା ବେଳେ ତହସିଲ ଅଫିସ ପରିସରରୁ ଭିଜିଲାନ୍ସ ଟିମ୍ ତାଙ୍କୁ ହାତେ ହାତେ ଧରିଛି। ସେ ଅଭିଯୋଗକାରୀଙ୍କ ଜମି ସମ୍ବନ୍ଧୀୟ ଏକ ମାମଲାର ସମାଧାନ ପାଇଁ ଲାଞ୍ଚ ଦାବି କରିଥିଲେ। ପରେ ଭିଜିଲାନ୍ସ ଅଧିକାରୀମାନେ ତହସିଲଦାରଙ୍କ ଭୁବନେଶ୍ୱର ଓ କେନ୍ଦ୍ରାପଡ଼ାସ୍ଥିତ ବାସଭବନରେ ଏକାସାଙ୍ଗରେ ଚଢ଼ଉ କରିଛନ୍ତି। ଏହି ମାମଲାରେ ଭିଜିଲାନ୍ସ ପକ୍ଷରୁ ଏକ ମାମଲା ରୁଜୁ କରାଯାଇ ତଦନ୍ତ ଜାରି ରହିଛି ବୋଲି ଭିଜିଲାନ୍ସ ସୂତ୍ରରୁ ପ୍ରକାଶ। ତହସିଲଦାରଙ୍କ ବିରୋଧରେ ପୂର୍ବରୁ ମଧ୍ୟ ଅନେକ ଅଭିଯୋଗ ହୋଇଥିବା ଜଣାପଡ଼ିଛି। ଏହି ଘଟଣାକୁ ନେଇ ଅଞ୍ଚଳରେ ଚାଞ୍ଚଲ୍ୟ ଖେଳିଯାଇଛି। ପ୍ରଶାସନ ଏହାକୁ ଗୁରୁତର ସହ ନେଇଛି। ଲୋକେ ସରକାରୀ କାର୍ଯ୍ୟାଳୟରେ ଦୁର୍ନୀତି ରୋକିବା ପାଇଁ ଦାବି କରିଛନ୍ତି ବୋଲି ଅଭିଯୋଗ ହୋଇଥିଲା। bbox=[1276, 1185, 1472, 1659]
newspaper-logo bbox=[42, 4, 138, 82]
cmyk-registration bbox=[695, 2316, 749, 2332]
reader-notice-body: କ୍ଲାସିଫାଏଡରେ ପ୍ରକାଶିତ କେତେକ ବିଜ୍ଞାପନକୁ ଭିତ୍ତିକରି କିଛି ପାଠକ ଠକାମିର ଶିକାର ହେଉଥିବା ଆମର ଦୃଷ୍ଟିଗୋଚର ହେଉଛି। ବିଜ୍ଞାପନ ଦେଉଥିବା ସଂସ୍ଥାମାନଙ୍କ ସହ କାରବାର କରିବା ପୂର୍ବରୁ ସବିଶେଷ ତଥ୍ୟ ଓ ନିଜର ବିବେକ ଖଟାଇ କାରବାର କରନ୍ତୁ। ଏଥିପାଇଁ ଧରିତ୍ରୀ କର୍ତ୍ତୃପକ୍ଷ ଦାୟୀ ରହିବେ ନାହିଁ। bbox=[228, 2082, 404, 2248]
ad-code: D-76495 bbox=[16, 2265, 51, 2275]
wedding-couple-icon bbox=[12, 555, 198, 705]
ad-code: D-2087 bbox=[374, 1457, 404, 1467]
affidavit-ad-rajesh bbox=[430, 972, 628, 1272]
divider bbox=[372, 16, 374, 76]
section-name: ରାଜ୍ୟ bbox=[1236, 11, 1338, 62]
vigilance-headline: ଭିଜିଲାନ୍ସ ଜାଲରେ ମହାକାଳପଡ଼ା ତହସିଲଦାର bbox=[1296, 798, 1452, 883]
story-col-4: ସେ ଭାରୋତ୍ତୋଳନ ଆରମ୍ଭ କରିଥିଲେ। ୧୯୭୬ରେ ଭାରତୀୟ ରେଳବାଇରେ ଯୋଗଦେଇଥିଲେ। ପରବର୍ତ୍ତୀ ସମୟରେ ସେ ଭାରତୀୟ ରେଳ ବିଭାଗରେ ଚାକିରି କରିଥିଲେ। ୨୦୦୧ରେ ସ୍ୱେଚ୍ଛାକୃତ ଅବସର ଗ୍ରହଣ କରିଥିଲେ। ୧୯୮୧ରେ ଏସିଆନ ମିନି ଭାରୋତ୍ତୋଳନ ପ୍ରତିଯୋଗିତାରେ ସ୍ୱର୍ଣ୍ଣପଦକ, ୧୯୮୨ରେ ଇଂଲଣ୍ଡରେ bbox=[930, 145, 1100, 282]
plaintiff-label: .....ବାଦୀ bbox=[1003, 782, 1044, 796]
dateline-line1: ଭୁବନେଶ୍ୱର, ବୁଧବାର, bbox=[196, 27, 348, 47]
story-col-2: ନିକଟରେ ଦୁଇପୁତ୍ର ଜଗନ୍ନାଥ ଶତପଥୀ, ସୋମନାଥ ଶତପଥୀଙ୍କ ସହ ପରିବାର ସଦସ୍ୟ ଉପସ୍ଥିତ ଥିଲେ। ସ୍ଥାନୀୟ ନୀଳକଣ୍ଠେଶ୍ୱର ଶ୍ମଶାନରେ ତାଙ୍କର ଅନ୍ତ୍ୟେଷ୍ଟିକ୍ରିୟା ସମ୍ପନ୍ନ ହୋଇଛି। ୨୦୨୪ରୁ ପକ୍ଷାଘାତ ରୋଗର ଶିକାର ହୋଇ ସେ ଦୀର୍ଘଦିନ ଧରି ଶଯ୍ୟାଶାୟୀ ଥିବା ତାଙ୍କ ପରିବାର ସୂତ୍ରରୁ ପ୍ରକାଶ। bbox=[590, 145, 752, 282]
